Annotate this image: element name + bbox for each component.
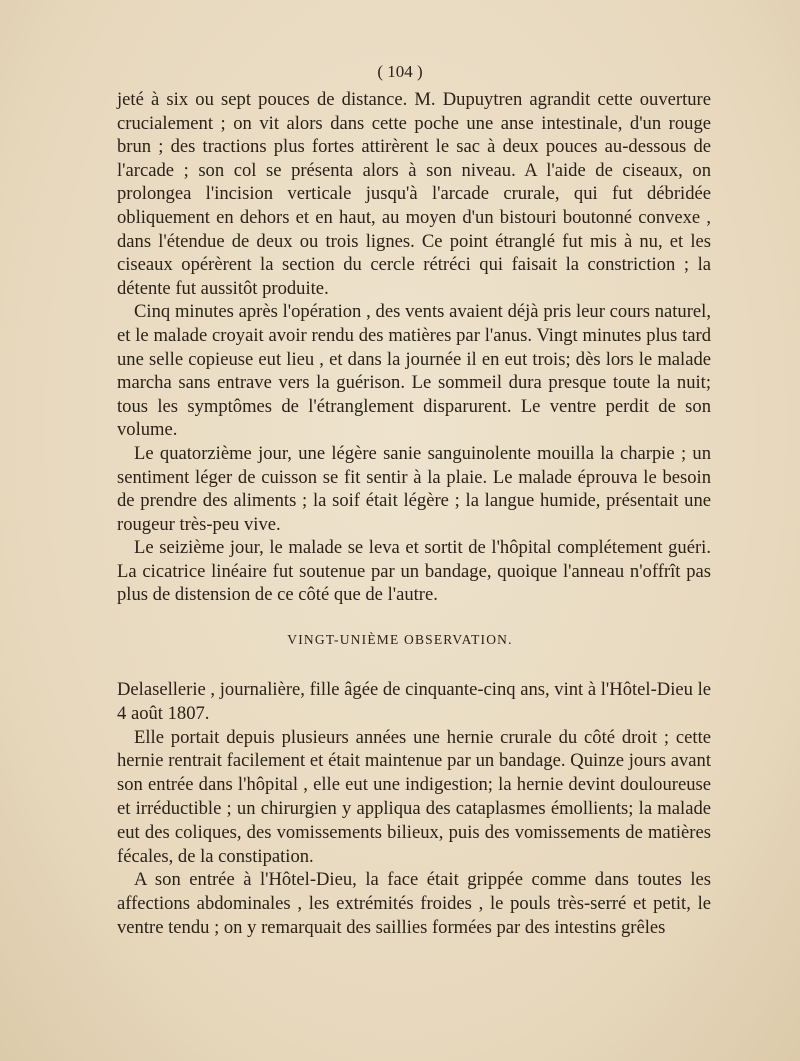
section-heading: VINGT-UNIÈME OBSERVATION. — [287, 632, 513, 647]
page-number: ( 104 ) — [377, 62, 423, 81]
paragraph: Le quatorzième jour, une légère sanie sanguinolente mouilla la charpie ; un sentiment léger de cuisson se fit sentir à la plaie. Le malade éprouva le besoin de prendre des aliments ; la soif était légère ; la langue humide, présentait une rougeur très-peu vive. — [117, 442, 711, 535]
paragraph: Elle portait depuis plusieurs années une hernie crurale du côté droit ; cette hernie rentrait facilement et était maintenue par un bandage. Quinze jours avant son entrée dans l'hôpital , elle eut une indigestion; la hernie devint douloureuse et irréductible ; un chirurgien y appliqua des cataplasmes émollients; la malade eut des coliques, des vomissements bilieux, puis des vomissements de matières fécales, de la constipation. — [117, 726, 711, 867]
paragraph: Cinq minutes après l'opération , des vents avaient déjà pris leur cours naturel, et le malade croyait avoir rendu des matières par l'anus. Vingt minutes plus tard une selle copieuse eut lieu , et dans la journée il en eut trois; dès lors le malade marcha sans entrave vers la guérison. Le sommeil dura presque toute la nuit; tous les symptômes de l'étranglement disparurent. Le ventre perdit de son volume. — [117, 301, 711, 441]
observation-twenty-one — [117, 678, 711, 940]
paragraph: A son entrée à l'Hôtel-Dieu, la face était grippée comme dans toutes les affections abdominales , les extrémités froides , le pouls très-serré et petit, le ventre tendu ; on y remarquait des saillies formées par des intestins grêles — [117, 869, 711, 938]
observation-continuation — [117, 88, 711, 607]
paragraph: Le seizième jour, le malade se leva et sortit de l'hôpital complétement guéri. La cicatrice linéaire fut soutenue par un bandage, quoique l'anneau n'offrît pas plus de distension de ce côté que de l'autre. — [117, 537, 711, 606]
paragraph: jeté à six ou sept pouces de distance. M. Dupuytren agrandit cette ouverture crucialement ; on vit alors dans cette poche une anse intestinale, d'un rouge brun ; des tractions plus fortes attirèrent le sac à deux pouces au-dessous de l'arcade ; son col se présenta alors à son niveau. A l'aide de ciseaux, on prolongea l'incision verticale jusqu'à l'arcade crurale, qui fut débridée obliquement en dehors et en haut, au moyen d'un bistouri boutonné convexe , dans l'étendue de deux ou trois lignes. Ce point étranglé fut mis à nu, et les ciseaux opérèrent la section du cercle rétréci qui faisait la constriction ; la détente fut aussitôt produite. — [117, 89, 711, 299]
paragraph: Delasellerie , journalière, fille âgée de cinquante-cinq ans, vint à l'Hôtel-Dieu le 4 août 1807. — [117, 679, 711, 724]
